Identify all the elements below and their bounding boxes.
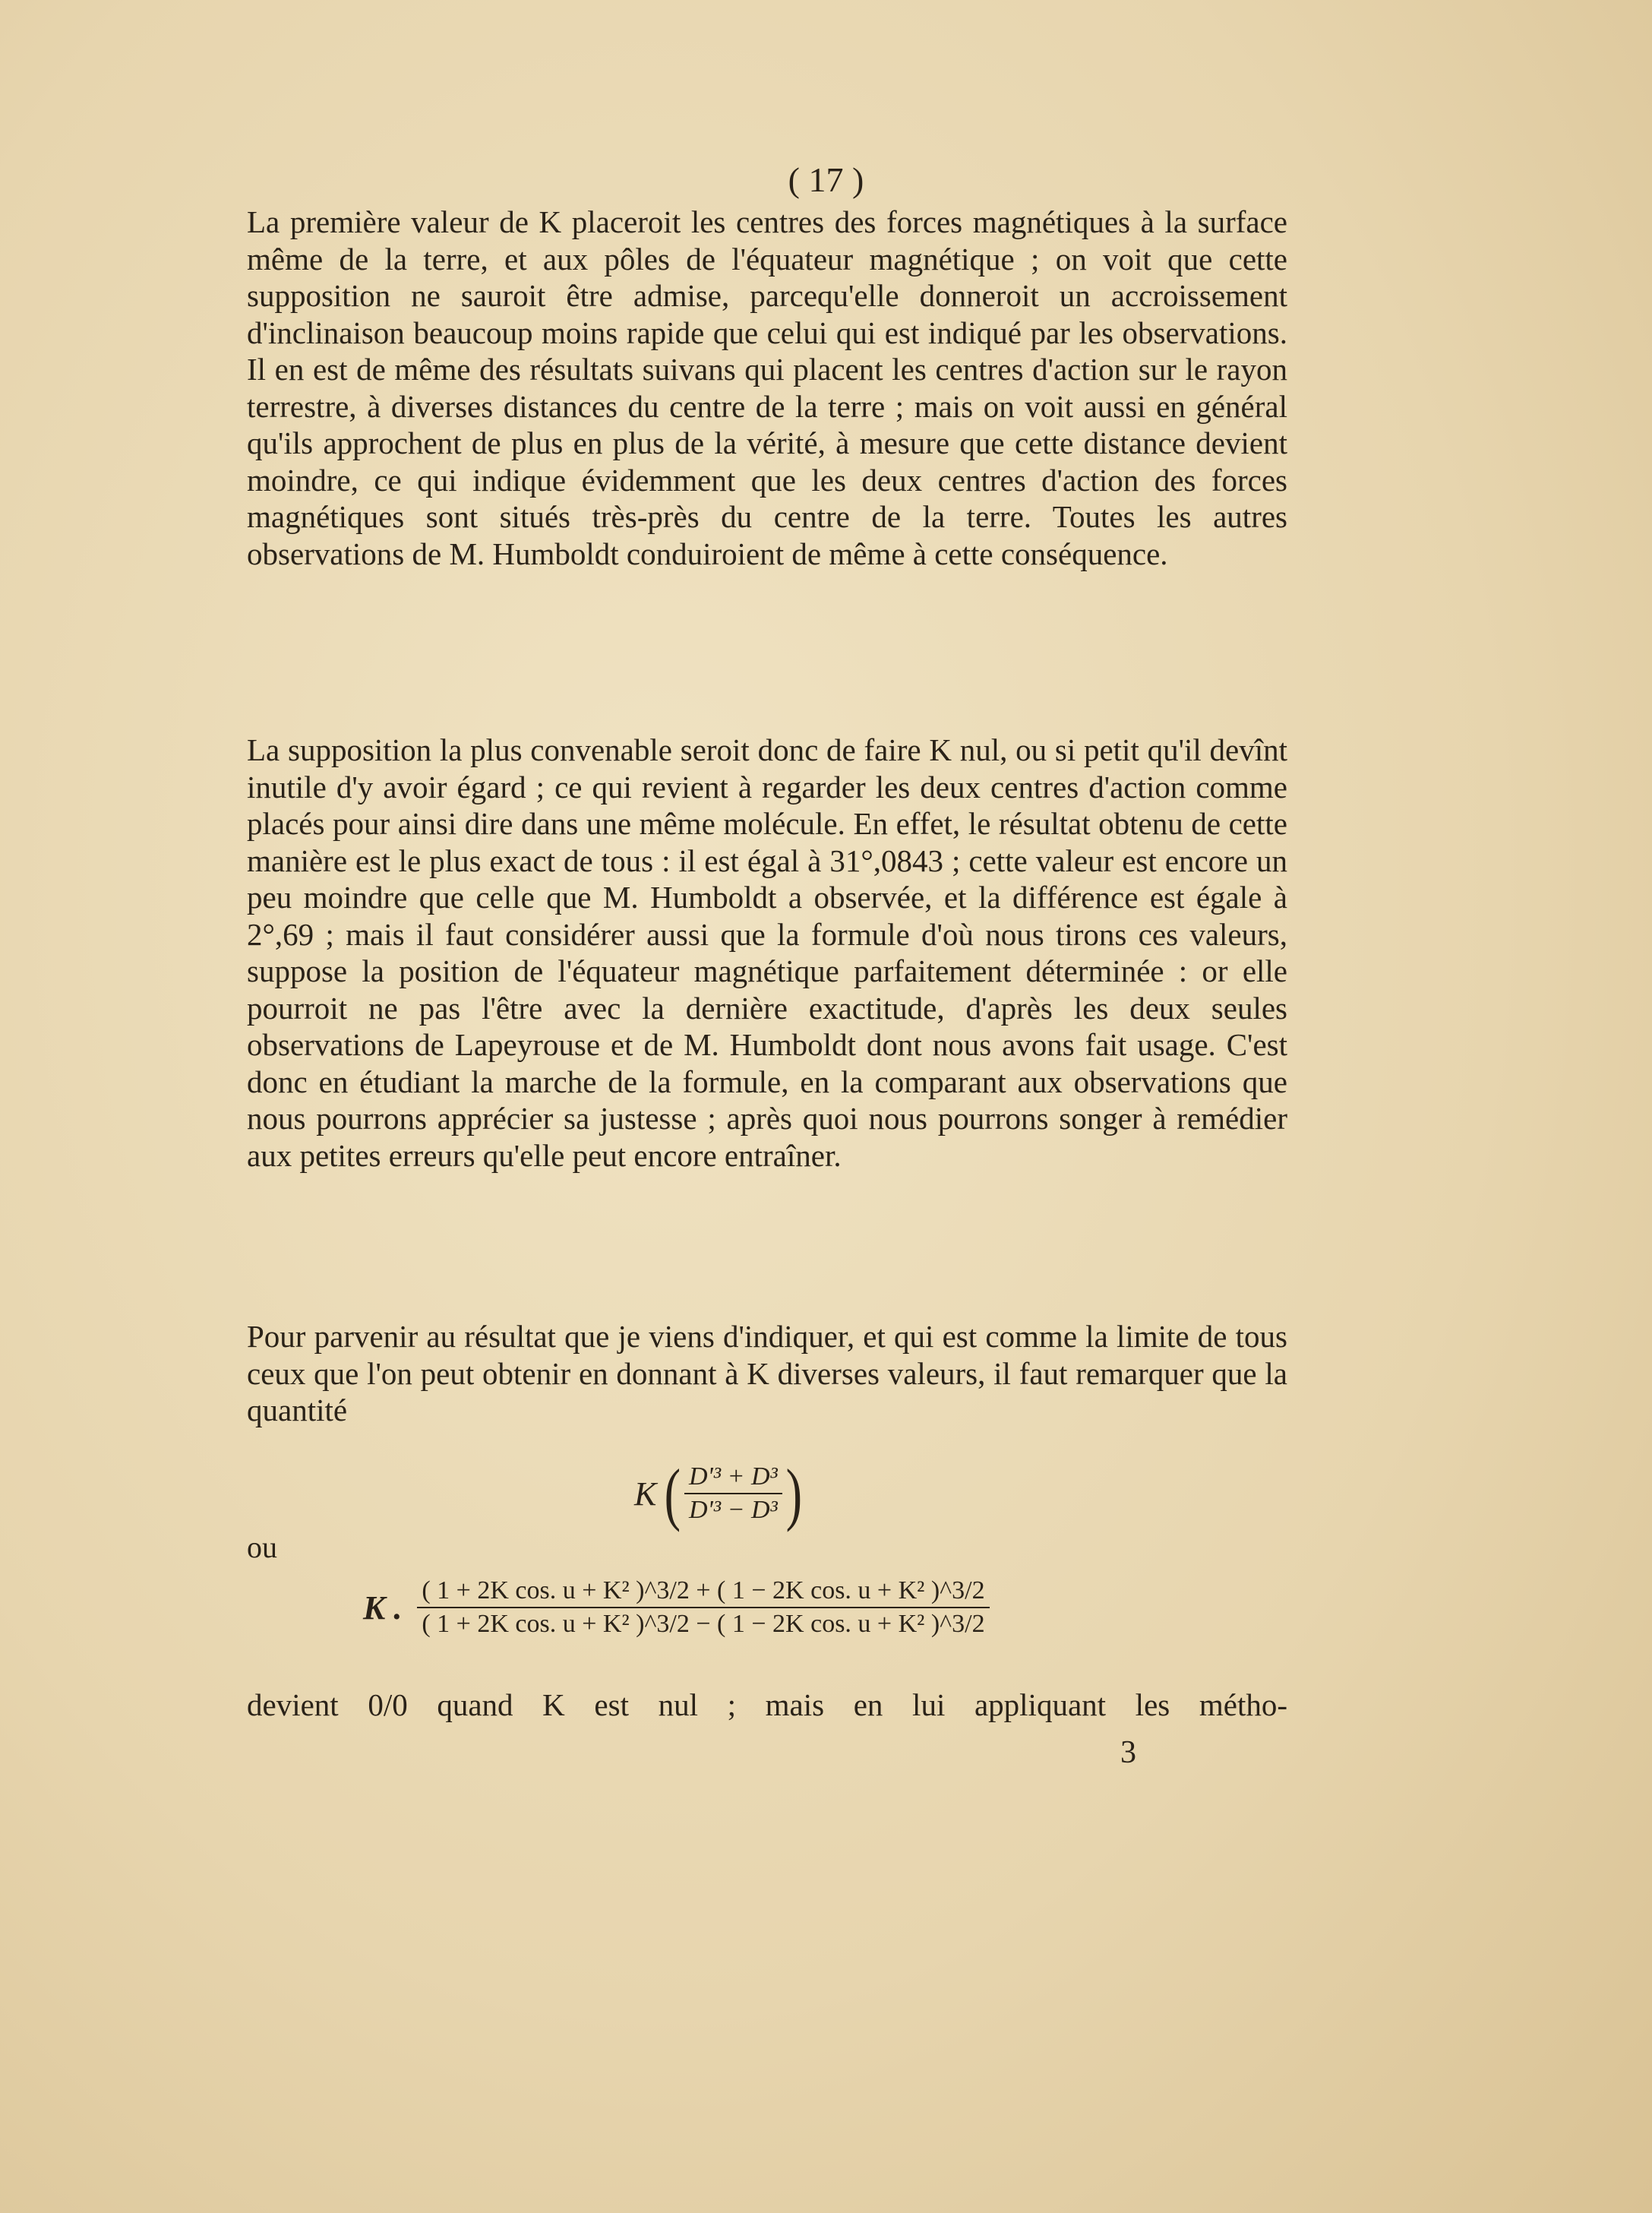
paragraph-2: La supposition la plus convenable seroit donc de faire K nul, ou si petit qu'il devînt inutile d'y avoir égard ; ce qui revient à regarder les deux centres d'action comme placés pour ainsi dire dans une même molécule. En effet, le résultat obtenu de cette manière est le plus exact de tous : il est égal à 31°,0843 ; cette valeur est encore un peu moindre que celle que M. Humboldt a observée, et la différence est égale à 2°,69 ; mais il faut considérer aussi que la formule d'où nous tirons ces valeurs, suppose la position de l'équateur magnétique parfaitement déterminée : or elle pourroit ne pas l'être avec la dernière exactitude, d'après les deux seules observations de Lapeyrouse et de M. Humboldt dont nous avons fait usage. C'est donc en étudiant la marche de la formule, en la comparant aux observations que nous pourrons apprécier sa justesse ; après quoi nous pourrons songer à remédier aux petites erreurs qu'elle peut encore entraîner. <box>247 732 1287 1173</box>
formula-expanded-fraction <box>417 1576 989 1639</box>
conjunction-ou: ou <box>247 1530 277 1564</box>
formula-expanded-k: K . <box>363 1589 403 1627</box>
paragraph-3: Pour parvenir au résultat que je viens d'indiquer, et qui est comme la limite de tous ceux que l'on peut obtenir en donnant à K diverses valeurs, il faut remarquer que la quantité <box>247 1319 1287 1427</box>
formula-expanded-denominator: ( 1 + 2K cos. u + K² )^3/2 − ( 1 − 2K cos. u + K² )^3/2 <box>422 1610 985 1638</box>
signature-mark: 3 <box>1120 1735 1136 1770</box>
formula-ratio <box>634 1455 805 1532</box>
page-number: ( 17 ) <box>788 160 864 199</box>
formula-expanded <box>363 1576 990 1639</box>
paragraph-1: La première valeur de K placeroit les centres des forces magnétiques à la surface même de la terre, et aux pôles de l'équateur magnétique ; on voit que cette supposition ne sauroit être admise, parcequ'elle donneroit un accroissement d'inclinaison beaucoup moins rapide que celui qui est indiqué par les observations. Il en est de même des résultats suivans qui placent les centres d'action sur le rayon terrestre, à diverses distances du centre de la terre ; mais on voit aussi en général qu'ils approchent de plus en plus de la vérité, à mesure que cette distance devient moindre, ce qui indique évidemment que les deux centres d'action des forces magnétiques sont situés très-près du centre de la terre. Toutes les autres observations de M. Humboldt conduiroient de même à cette conséquence. <box>247 204 1287 571</box>
formula-open-paren: ( <box>664 1455 681 1532</box>
formula-variable-k: K <box>634 1475 657 1513</box>
formula-denominator: D'³ − D³ <box>689 1496 778 1524</box>
formula-fraction <box>684 1462 782 1525</box>
formula-expanded-numerator: ( 1 + 2K cos. u + K² )^3/2 + ( 1 − 2K cos. u + K² )^3/2 <box>417 1576 989 1608</box>
closing-line: devient 0/0 quand K est nul ; mais en lui appliquant les métho- <box>247 1687 1287 1722</box>
formula-close-paren: ) <box>785 1455 802 1532</box>
formula-numerator: D'³ + D³ <box>684 1462 782 1494</box>
